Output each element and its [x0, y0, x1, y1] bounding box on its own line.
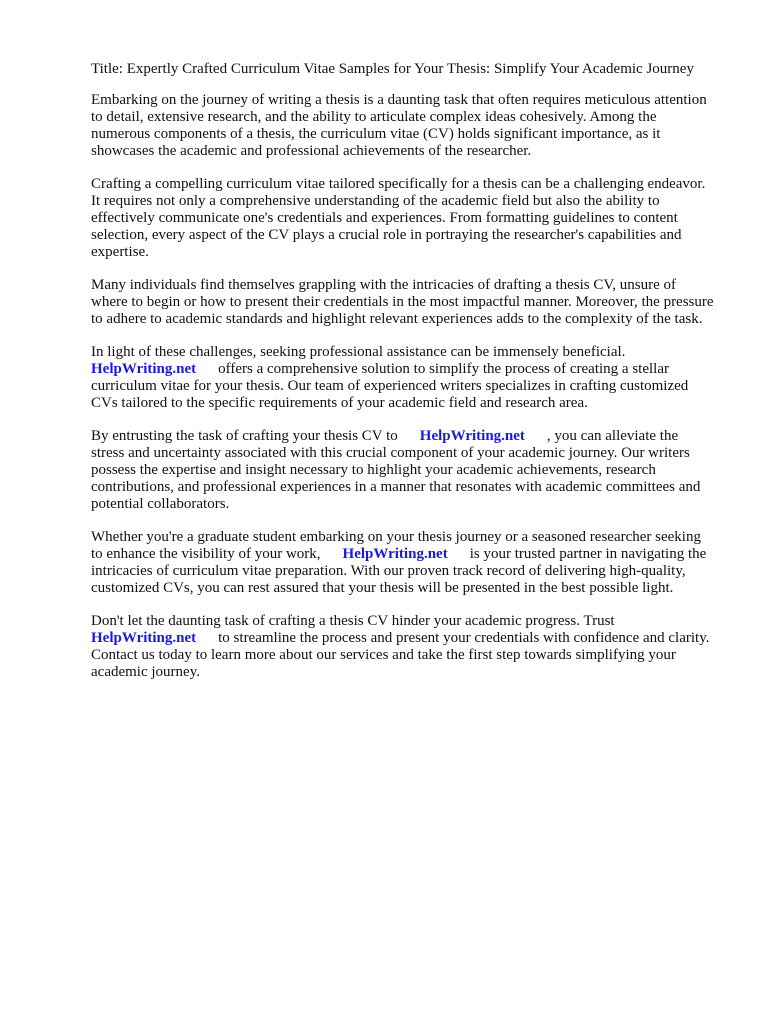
- helpwriting-link[interactable]: HelpWriting.net: [91, 630, 197, 646]
- paragraph-7: [91, 613, 714, 681]
- helpwriting-link[interactable]: HelpWriting.net: [342, 546, 448, 562]
- paragraph-5: [91, 428, 714, 513]
- paragraph-7-text-after: to streamline the process and present your credentials with confidence and clarity. Contact us today to learn more about our services and take the first step towards simplifying your academic journey.: [91, 630, 710, 680]
- paragraph-5-text-after: , you can alleviate the stress and uncertainty associated with this crucial component of your academic journey. Our writers possess the expertise and insight necessary to highlight your academic achievements, research contributions, and professional experiences in a manner that resonates with academic committees and potential collaborators.: [91, 428, 701, 512]
- paragraph-3: Many individuals find themselves grappling with the intricacies of drafting a thesis CV, unsure of where to begin or how to present their credentials in the most impactful manner. Moreover, the pressure to adhere to academic standards and highlight relevant experiences adds to the complexity of the task.: [91, 277, 714, 327]
- paragraph-7-text-before: Don't let the daunting task of crafting a thesis CV hinder your academic progress. Trust: [91, 613, 615, 629]
- paragraph-6-text-after: is your trusted partner in navigating the intricacies of curriculum vitae preparation. With our proven track record of delivering high-quality, customized CVs, you can rest assured that your thesis will be presented in the best possible light.: [91, 546, 707, 596]
- paragraph-6: [91, 529, 714, 597]
- paragraph-4-text-after: offers a comprehensive solution to simplify the process of creating a stellar curriculum vitae for your thesis. Our team of experienced writers specializes in crafting customized CVs tailored to the specific requirements of your academic field and research area.: [91, 361, 689, 411]
- paragraph-4: [91, 344, 714, 412]
- document-title: Title: Expertly Crafted Curriculum Vitae Samples for Your Thesis: Simplify Your Academic Journey: [91, 61, 694, 77]
- helpwriting-link[interactable]: HelpWriting.net: [419, 428, 525, 444]
- paragraph-5-text-before: By entrusting the task of crafting your thesis CV to: [91, 428, 398, 444]
- helpwriting-link[interactable]: HelpWriting.net: [91, 361, 197, 377]
- paragraph-4-text-before: In light of these challenges, seeking professional assistance can be immensely beneficial.: [91, 344, 626, 360]
- paragraph-6-text-before: Whether you're a graduate student embarking on your thesis journey or a seasoned researcher seeking to enhance the visibility of your work,: [91, 529, 701, 562]
- paragraph-2: Crafting a compelling curriculum vitae tailored specifically for a thesis can be a challenging endeavor. It requires not only a comprehensive understanding of the academic field but also the ability to effectively communicate one's credentials and experiences. From formatting guidelines to content selection, every aspect of the CV plays a crucial role in portraying the researcher's capabilities and expertise.: [91, 176, 706, 260]
- paragraph-1: Embarking on the journey of writing a thesis is a daunting task that often requires meticulous attention to detail, extensive research, and the ability to articulate complex ideas cohesively. Among the numerous components of a thesis, the curriculum vitae (CV) holds significant importance, as it showcases the academic and professional achievements of the researcher.: [91, 92, 707, 159]
